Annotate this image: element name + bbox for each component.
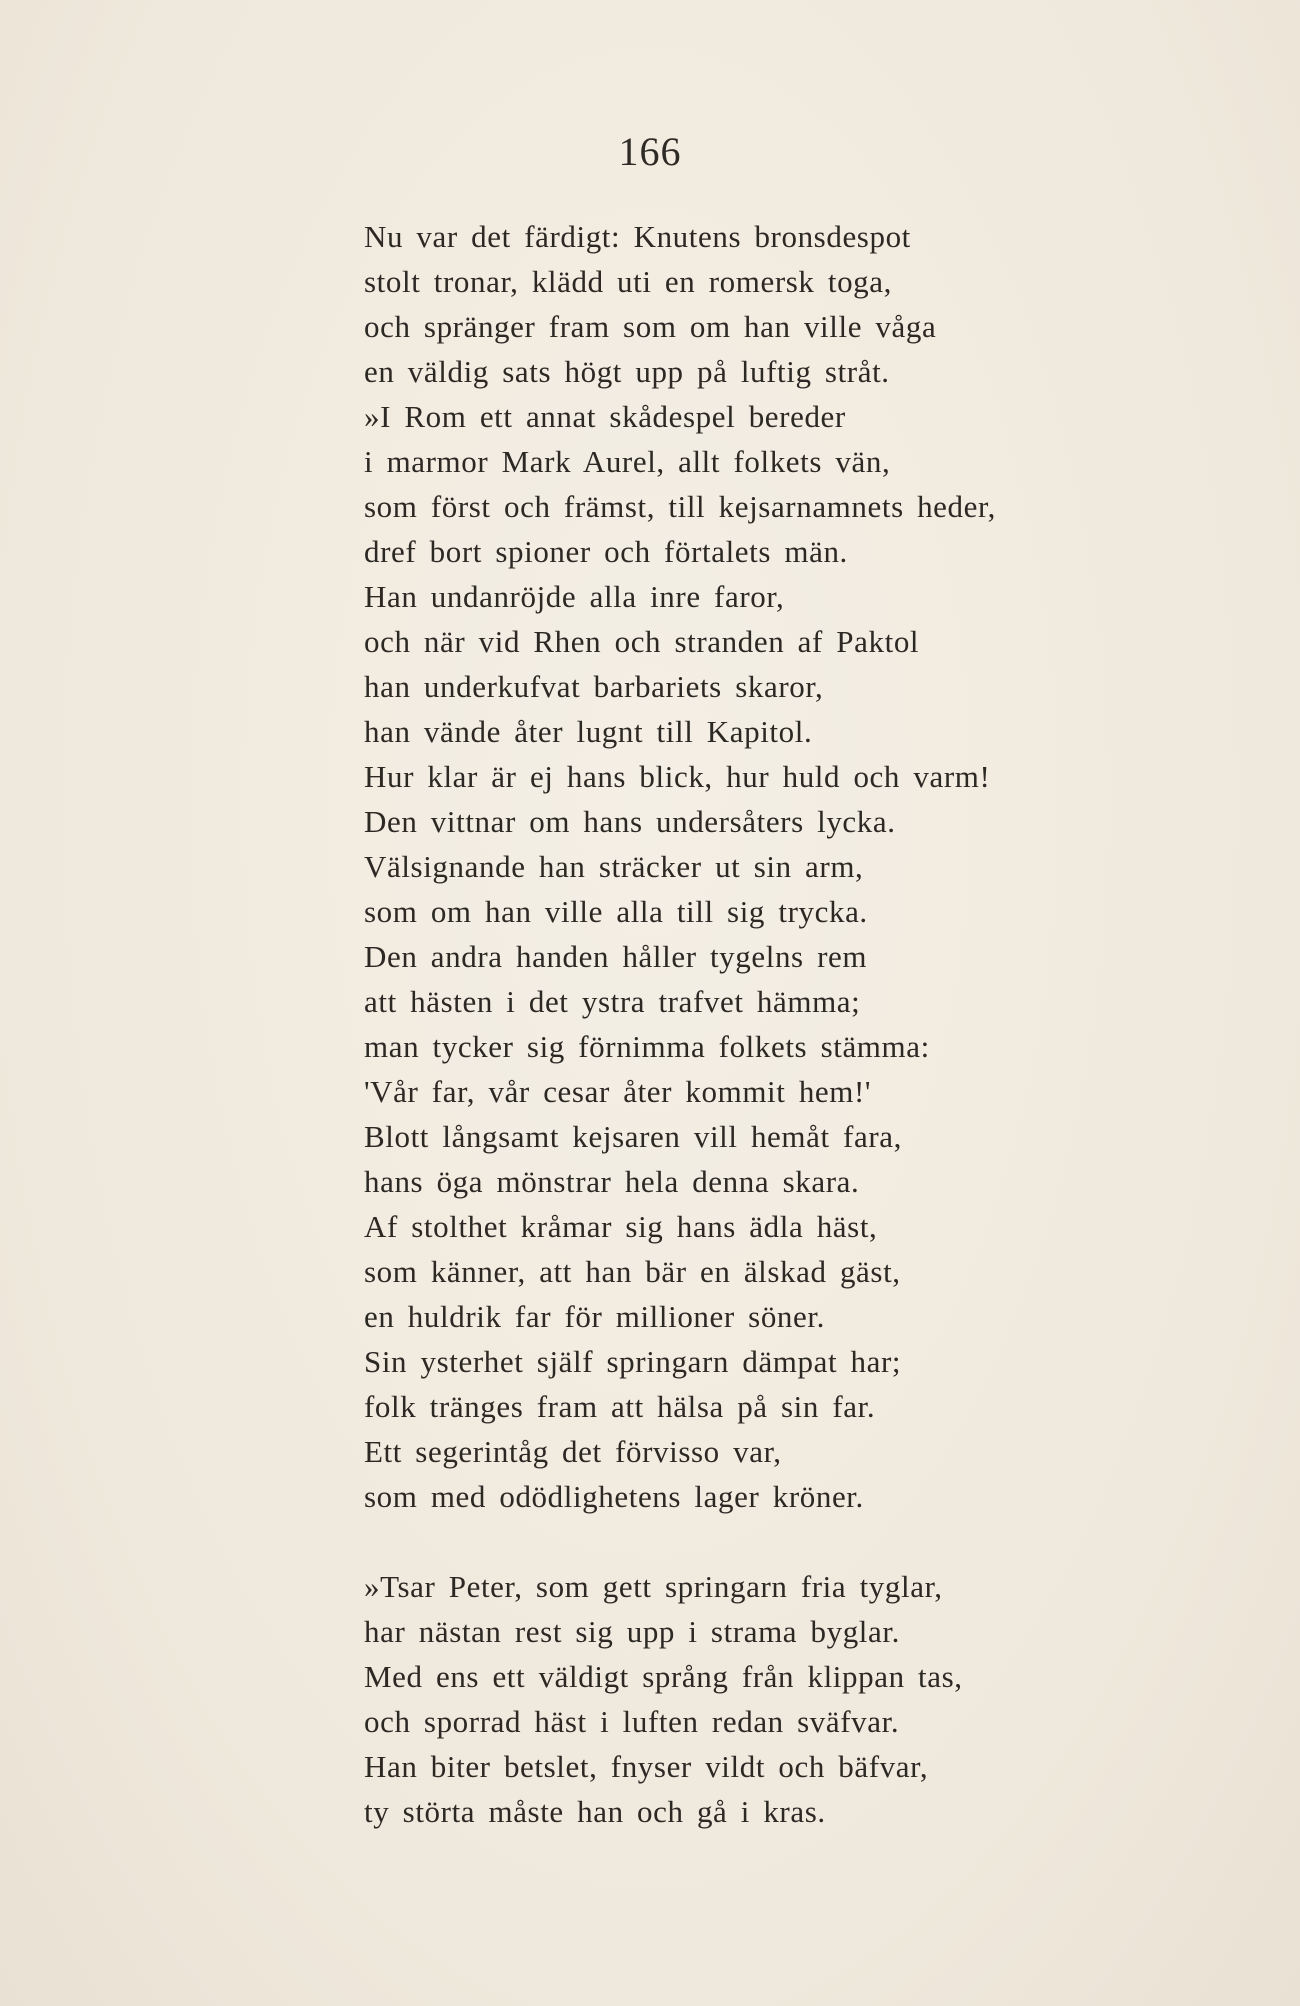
poem-line: som känner, att han bär en älskad gäst,: [364, 1254, 901, 1289]
poem-line: att hästen i det ystra trafvet hämma;: [364, 984, 861, 1019]
poem-line: en väldig sats högt upp på luftig stråt.: [364, 354, 890, 389]
poem-line: 'Vår far, vår cesar åter kommit hem!': [364, 1074, 872, 1109]
poem-line: Välsignande han sträcker ut sin arm,: [364, 849, 864, 884]
poem-line: hans öga mönstrar hela denna skara.: [364, 1164, 860, 1199]
stanza: [364, 214, 1224, 1519]
poem-line: Af stolthet kråmar sig hans ädla häst,: [364, 1209, 878, 1244]
poem-line: Nu var det färdigt: Knutens bronsdespot: [364, 219, 911, 254]
poem-line: Hur klar är ej hans blick, hur huld och varm!: [364, 759, 991, 794]
poem-line: »I Rom ett annat skådespel bereder: [364, 399, 846, 434]
poem-text: [364, 214, 1224, 1834]
poem-line: Med ens ett väldigt språng från klippan tas,: [364, 1659, 963, 1694]
poem-line: Sin ysterhet själf springarn dämpat har;: [364, 1344, 902, 1379]
poem-line: han vände åter lugnt till Kapitol.: [364, 714, 813, 749]
poem-line: dref bort spioner och förtalets män.: [364, 534, 848, 569]
poem-line: Han undanröjde alla inre faror,: [364, 579, 785, 614]
poem-line: Ett segerintåg det förvisso var,: [364, 1434, 782, 1469]
poem-line: han underkufvat barbariets skaror,: [364, 669, 824, 704]
poem-line: har nästan rest sig upp i strama byglar.: [364, 1614, 900, 1649]
poem-line: folk tränges fram att hälsa på sin far.: [364, 1389, 876, 1424]
page-number: 166: [618, 129, 682, 174]
poem-line: Blott långsamt kejsaren vill hemåt fara,: [364, 1119, 902, 1154]
poem-line: och spränger fram som om han ville våga: [364, 309, 937, 344]
poem-line: som om han ville alla till sig trycka.: [364, 894, 868, 929]
poem-line: som först och främst, till kejsarnamnets heder,: [364, 489, 997, 524]
poem-line: och när vid Rhen och stranden af Paktol: [364, 624, 920, 659]
poem-line: man tycker sig förnimma folkets stämma:: [364, 1029, 930, 1064]
poem-line: och sporrad häst i luften redan sväfvar.: [364, 1704, 900, 1739]
poem-line: Den vittnar om hans undersåters lycka.: [364, 804, 896, 839]
poem-line: Den andra handen håller tygelns rem: [364, 939, 868, 974]
poem-line: ty störta måste han och gå i kras.: [364, 1794, 826, 1829]
stanza: [364, 1564, 1224, 1834]
poem-line: »Tsar Peter, som gett springarn fria tyglar,: [364, 1569, 943, 1604]
poem-line: Han biter betslet, fnyser vildt och bäfvar,: [364, 1749, 929, 1784]
poem-line: som med odödlighetens lager kröner.: [364, 1479, 864, 1514]
poem-line: i marmor Mark Aurel, allt folkets vän,: [364, 444, 891, 479]
poem-line: en huldrik far för millioner söner.: [364, 1299, 825, 1334]
poem-line: stolt tronar, klädd uti en romersk toga,: [364, 264, 892, 299]
